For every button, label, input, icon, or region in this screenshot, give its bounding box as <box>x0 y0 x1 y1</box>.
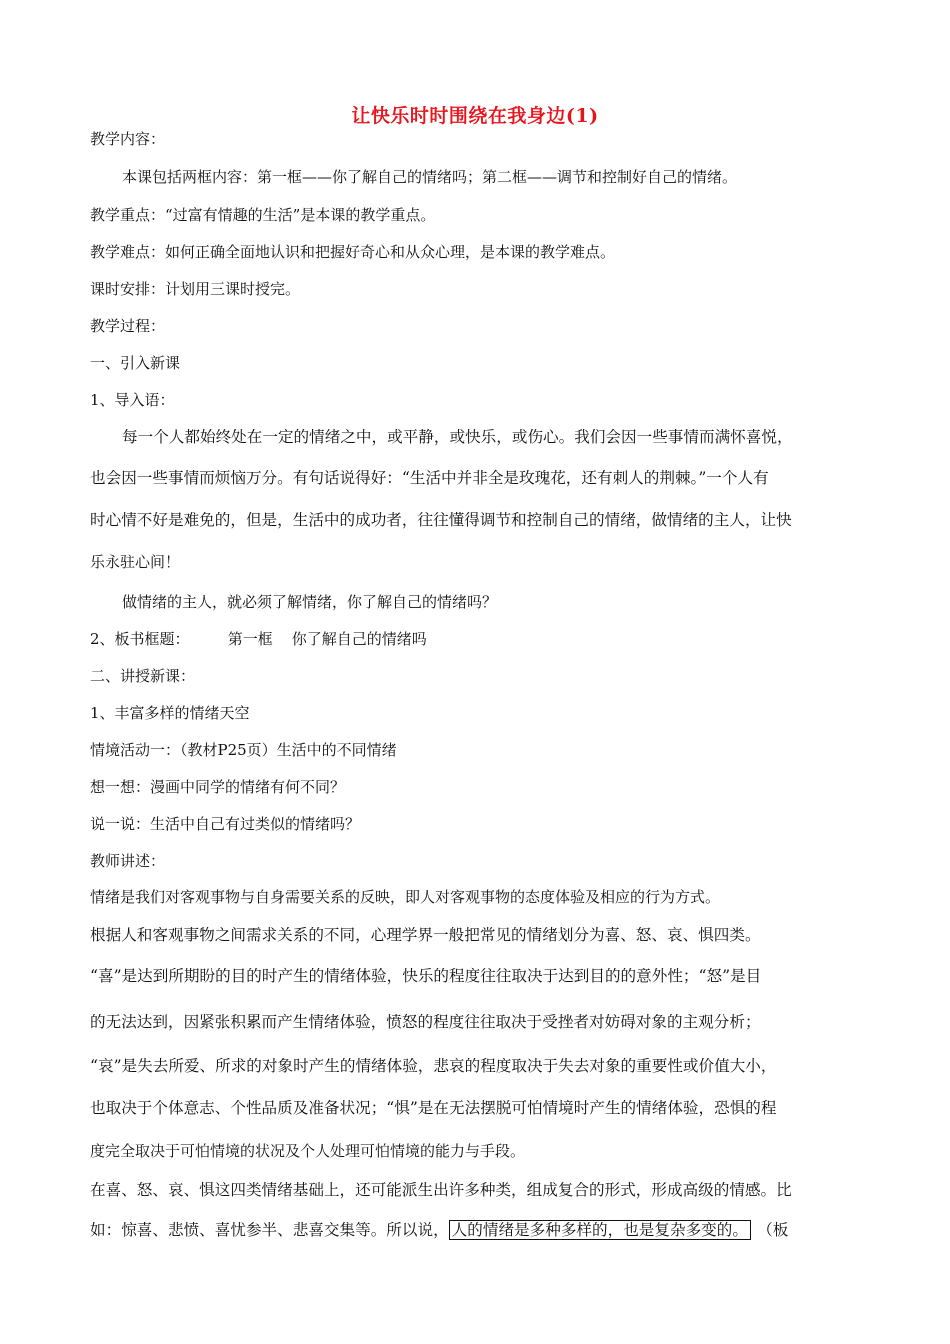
paragraph-line: 做情绪的主人，就必须了解情绪，你了解自己的情绪吗？ <box>122 593 498 611</box>
paragraph-line: 教学重点：“过富有情趣的生活”是本课的教学重点。 <box>90 206 436 224</box>
document-title: 让快乐时时围绕在我身边(1) <box>351 105 599 127</box>
section-heading: 1、导入语： <box>90 391 175 409</box>
paragraph-line: 也取决于个体意志、个性品质及准备状况；“惧”是在无法摆脱可怕情境时产生的情绪体验，恐惧的程 <box>90 1099 777 1117</box>
line-suffix: （板 <box>764 1221 789 1239</box>
paragraph-line: 想一想：漫画中同学的情绪有何不同？ <box>90 778 346 796</box>
section-label: 教师讲述： <box>90 852 166 870</box>
paragraph-line: 也会因一些事情而烦恼万分。有句话说得好：“生活中并非全是玫瑰花，还有刺人的荆棘。”一个人有 <box>90 469 769 487</box>
boxed-key-point: 人的情绪是多种多样的，也是复杂多变的。 <box>449 1220 751 1240</box>
paragraph-line: 乐永驻心间！ <box>90 553 181 571</box>
paragraph-line: 情绪是我们对客观事物与自身需要关系的反映，即人对客观事物的态度体验及相应的行为方式。 <box>90 888 721 906</box>
section-heading: 1、丰富多样的情绪天空 <box>90 704 250 722</box>
paragraph-line: 时心情不好是难免的，但是，生活中的成功者，往往懂得调节和控制自己的情绪，做情绪的主人，让快 <box>90 511 792 529</box>
paragraph-line: 度完全取决于可怕情境的状况及个人处理可怕情境的能力与手段。 <box>90 1142 526 1160</box>
paragraph-line: 情境活动一：（教材P25页）生活中的不同情绪 <box>90 741 397 759</box>
paragraph-line: 说一说：生活中自己有过类似的情绪吗？ <box>90 815 361 833</box>
paragraph-line: 在喜、怒、哀、惧这四类情绪基础上，还可能派生出许多种类，组成复合的形式，形成高级的情感。比 <box>90 1181 792 1199</box>
paragraph-line: 每一个人都始终处在一定的情绪之中，或平静，或快乐，或伤心。我们会因一些事情而满怀喜悦， <box>122 428 793 446</box>
paragraph-line: 2、板书框题： 第一框 你了解自己的情绪吗 <box>90 630 427 648</box>
section-label: 教学内容： <box>90 130 166 148</box>
section-label: 教学过程： <box>90 317 166 335</box>
section-heading: 一、引入新课 <box>90 354 181 372</box>
paragraph-line: “哀”是失去所爱、所求的对象时产生的情绪体验，悲哀的程度取决于失去对象的重要性或价值大小， <box>90 1057 777 1075</box>
paragraph-line: 的无法达到，因紧张积累而产生情绪体验，愤怒的程度往往取决于受挫者对妨碍对象的主观分析； <box>90 1013 761 1031</box>
paragraph-line: 教学难点：如何正确全面地认识和把握好奇心和从众心理，是本课的教学难点。 <box>90 243 616 261</box>
paragraph-line: 本课包括两框内容：第一框——你了解自己的情绪吗；第二框——调节和控制好自己的情绪。 <box>122 168 738 186</box>
paragraph-line-with-box <box>90 1220 788 1240</box>
section-heading: 二、讲授新课： <box>90 667 196 685</box>
paragraph-line: 根据人和客观事物之间需求关系的不同，心理学界一般把常见的情绪划分为喜、怒、哀、惧四类。 <box>90 926 761 944</box>
line-prefix: 如：惊喜、悲愤、喜忧参半、悲喜交集等。所以说， <box>90 1221 449 1239</box>
paragraph-line: “喜”是达到所期盼的目的时产生的情绪体验，快乐的程度往往取决于达到目的的意外性；“怒”是目 <box>90 967 762 985</box>
paragraph-line: 课时安排：计划用三课时授完。 <box>90 280 301 298</box>
